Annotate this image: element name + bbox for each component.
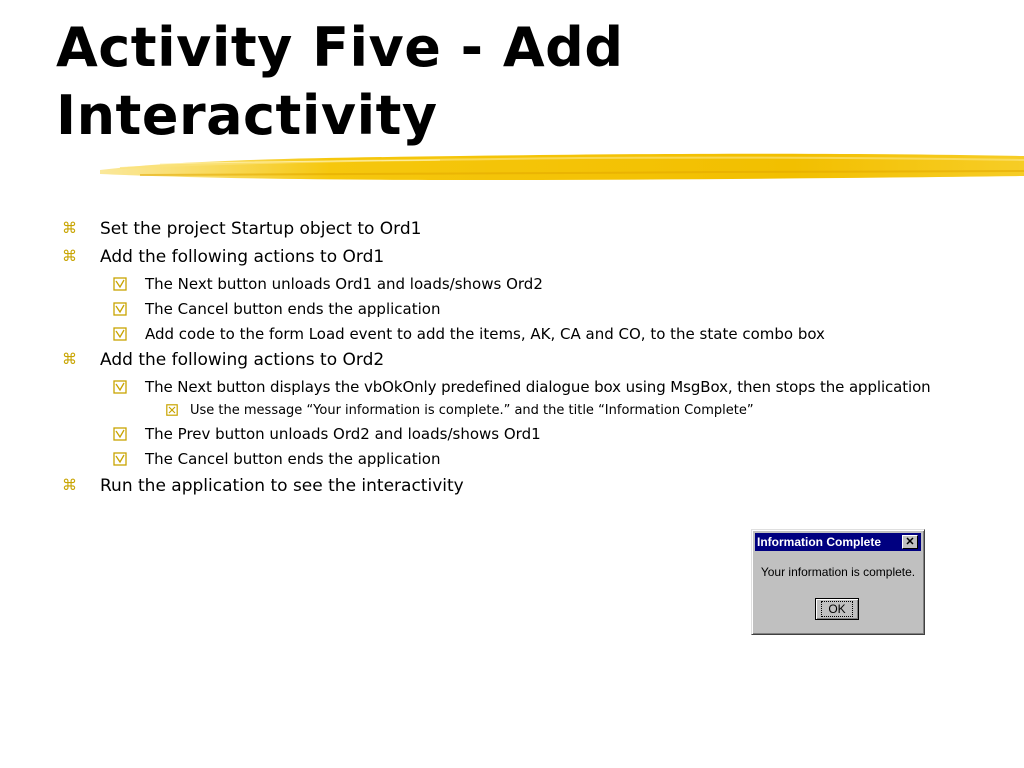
bullet-text: Run the application to see the interactivity [100,476,464,496]
close-icon: ✕ [905,536,915,548]
checkbox-check-icon [113,427,127,441]
list-item [0,349,1024,371]
bullet-text: Add the following actions to Ord2 [100,350,385,370]
bullet-text: The Prev button unloads Ord2 and loads/shows Ord1 [145,425,541,443]
bullet-text: Set the project Startup object to Ord1 [100,219,422,239]
bullet-text: The Next button unloads Ord1 and loads/shows Ord2 [145,275,543,293]
dialog-title-bar [755,533,921,551]
checkbox-check-icon [113,277,127,291]
ok-button-label: OK [821,601,852,617]
list-item [0,274,1024,294]
command-key-icon: ⌘ [62,350,77,368]
bullet-text: Use the message “Your information is complete.” and the title “Information Complete” [190,403,754,418]
list-item [0,299,1024,319]
dialog-title: Information Complete [757,535,882,549]
bullet-text: Add the following actions to Ord1 [100,247,385,267]
yellow-brush-stroke [100,146,1024,190]
list-item [0,218,1024,240]
list-item [0,475,1024,497]
list-item [0,377,1024,397]
checkbox-check-icon [113,452,127,466]
list-item [0,246,1024,268]
list-item [0,449,1024,469]
bullet-text: The Cancel button ends the application [145,300,441,318]
checkbox-check-icon [113,380,127,394]
checkbox-x-icon [166,404,178,416]
list-item [0,402,1024,420]
bullet-text: The Next button displays the vbOkOnly predefined dialogue box using MsgBox, then stops the application [145,378,931,396]
message-dialog [751,529,925,635]
bullet-text: Add code to the form Load event to add the items, AK, CA and CO, to the state combo box [145,325,825,343]
checkbox-check-icon [113,302,127,316]
command-key-icon: ⌘ [62,219,77,237]
command-key-icon: ⌘ [62,476,77,494]
slide-title [56,14,623,150]
slide-title-line-2: Interactivity [56,84,438,147]
list-item [0,324,1024,344]
close-button[interactable] [902,535,918,549]
dialog-message: Your information is complete. [760,565,916,579]
checkbox-check-icon [113,327,127,341]
command-key-icon: ⌘ [62,247,77,265]
slide-title-line-1: Activity Five - Add [56,16,624,79]
ok-button[interactable] [815,598,859,620]
bullet-text: The Cancel button ends the application [145,450,441,468]
list-item [0,424,1024,444]
